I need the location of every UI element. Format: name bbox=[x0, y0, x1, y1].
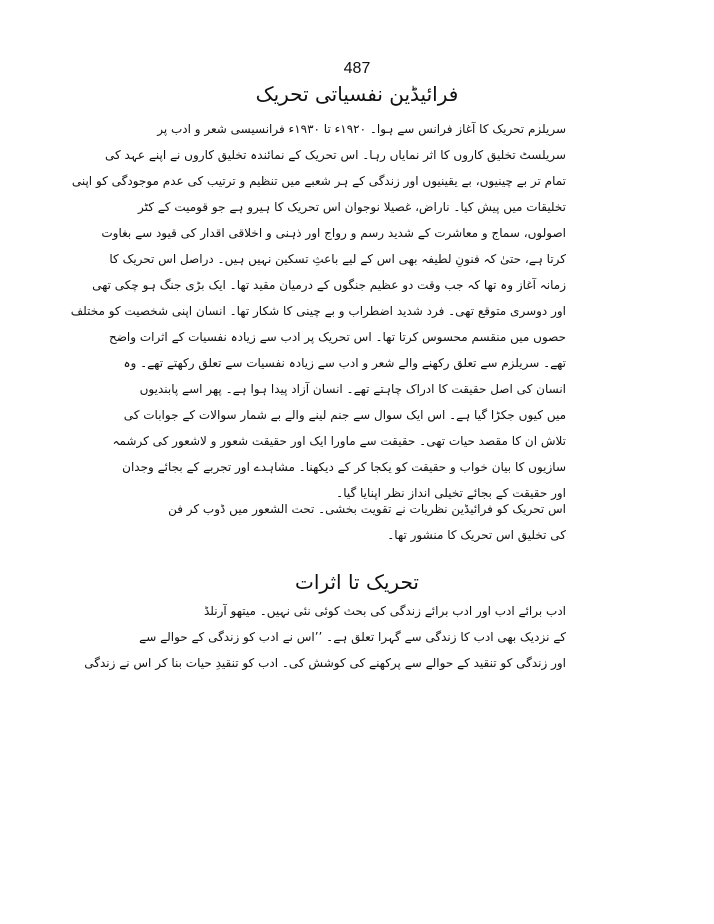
text-line: تخلیقات میں پیش کیا۔ ناراض، غصیلا نوجوان اس تحریک کا ہیرو ہے جو قومیت کے کٹر bbox=[137, 200, 566, 214]
text-line: تلاش ان کا مقصد حیات تھی۔ حقیقت سے ماورا ایک اور حقیقت شعور و لاشعور کی کرشمہ bbox=[112, 434, 566, 448]
body-paragraph bbox=[148, 496, 566, 548]
page-number: 487 bbox=[343, 60, 371, 77]
text-line: انسان کی اصل حقیقت کا ادراک چاہتے تھے۔ انسان آزاد پیدا ہوا ہے۔ پھر اسے پابندیوں bbox=[139, 382, 566, 396]
body-paragraph bbox=[70, 116, 566, 506]
text-line: اس تحریک کو فرائیڈین نظریات نے تقویت بخشی۔ تحت الشعور میں ڈوب کر فن bbox=[168, 502, 566, 516]
text-line: ادب برائے ادب اور ادب برائے زندگی کی بحث کوئی نئی نہیں۔ میتھو آرنلڈ bbox=[203, 604, 566, 618]
text-line: حصوں میں منقسم محسوس کرتا تھا۔ اس تحریک پر ادب سے زیادہ نفسیات کے اثرات واضح bbox=[108, 330, 566, 344]
text-line: سازیوں کا بیان خواب و حقیقت کو یکجا کر کے دیکھنا۔ مشاہدے اور تجربے کے بجائے وجدان bbox=[122, 460, 566, 474]
section-heading: تحریک تا اثرات bbox=[295, 570, 419, 594]
text-line: اصولوں، سماج و معاشرت کے شدید رسم و رواج اور ذہنی و اخلاقی اقدار کی قیود سے بغاوت bbox=[101, 226, 566, 240]
text-line: اور زندگی کو تنقید کے حوالے سے پرکھنے کی کوشش کی۔ ادب کو تنقیدِ حیات بنا کر اس نے زندگی bbox=[84, 656, 566, 670]
chapter-heading: فرائیڈین نفسیاتی تحریک bbox=[255, 82, 459, 106]
text-line: کی تخلیق اس تحریک کا منشور تھا۔ bbox=[387, 528, 566, 542]
text-line: سریلسٹ تخلیق کاروں کا اثر نمایاں رہا۔ اس تحریک کے نمائندہ تخلیق کاروں نے اپنے عہد کی bbox=[105, 148, 566, 162]
text-line: تھے۔ سریلزم سے تعلق رکھنے والے شعر و ادب سے زیادہ نفسیات سے تعلق رکھتے تھے۔ وہ bbox=[123, 356, 566, 370]
text-line: اور دوسری متوقع تھی۔ فرد شدید اضطراب و بے چینی کا شکار تھا۔ انسان اپنی شخصیت کو مختلف bbox=[70, 304, 566, 318]
text-line: زمانہ آغاز وہ تھا کہ جب وقت دو عظیم جنگوں کے درمیان مقید تھا۔ ایک بڑی جنگ ہو چکی تھی bbox=[92, 278, 566, 292]
text-line: تمام تر بے چینیوں، بے یقینیوں اور زندگی کے ہر شعبے میں تنظیم و ترتیب کی عدم موجودگی کو اپنی bbox=[71, 174, 566, 188]
text-line: سریلزم تحریک کا آغاز فرانس سے ہوا۔ ۱۹۲۰ء تا ۱۹۳۰ء فرانسیسی شعر و ادب پر bbox=[157, 122, 566, 136]
text-line: کے نزدیک بھی ادب کا زندگی سے گہرا تعلق ہے۔ ’’اس نے ادب کو زندگی کے حوالے سے bbox=[139, 630, 566, 644]
body-paragraph bbox=[84, 598, 566, 676]
text-line: میں کیوں جکڑا گیا ہے۔ اس ایک سوال سے جنم لینے والے بے شمار سوالات کے جوابات کی bbox=[123, 408, 566, 422]
text-line: کرتا ہے، حتیٰ کہ فنونِ لطیفہ بھی اس کے لیے باعثِ تسکین نہیں ہیں۔ دراصل اس تحریک کا bbox=[109, 252, 566, 266]
text-line: اور حقیقت کے بجائے تخیلی انداز نظر اپنایا گیا۔ bbox=[336, 486, 566, 500]
